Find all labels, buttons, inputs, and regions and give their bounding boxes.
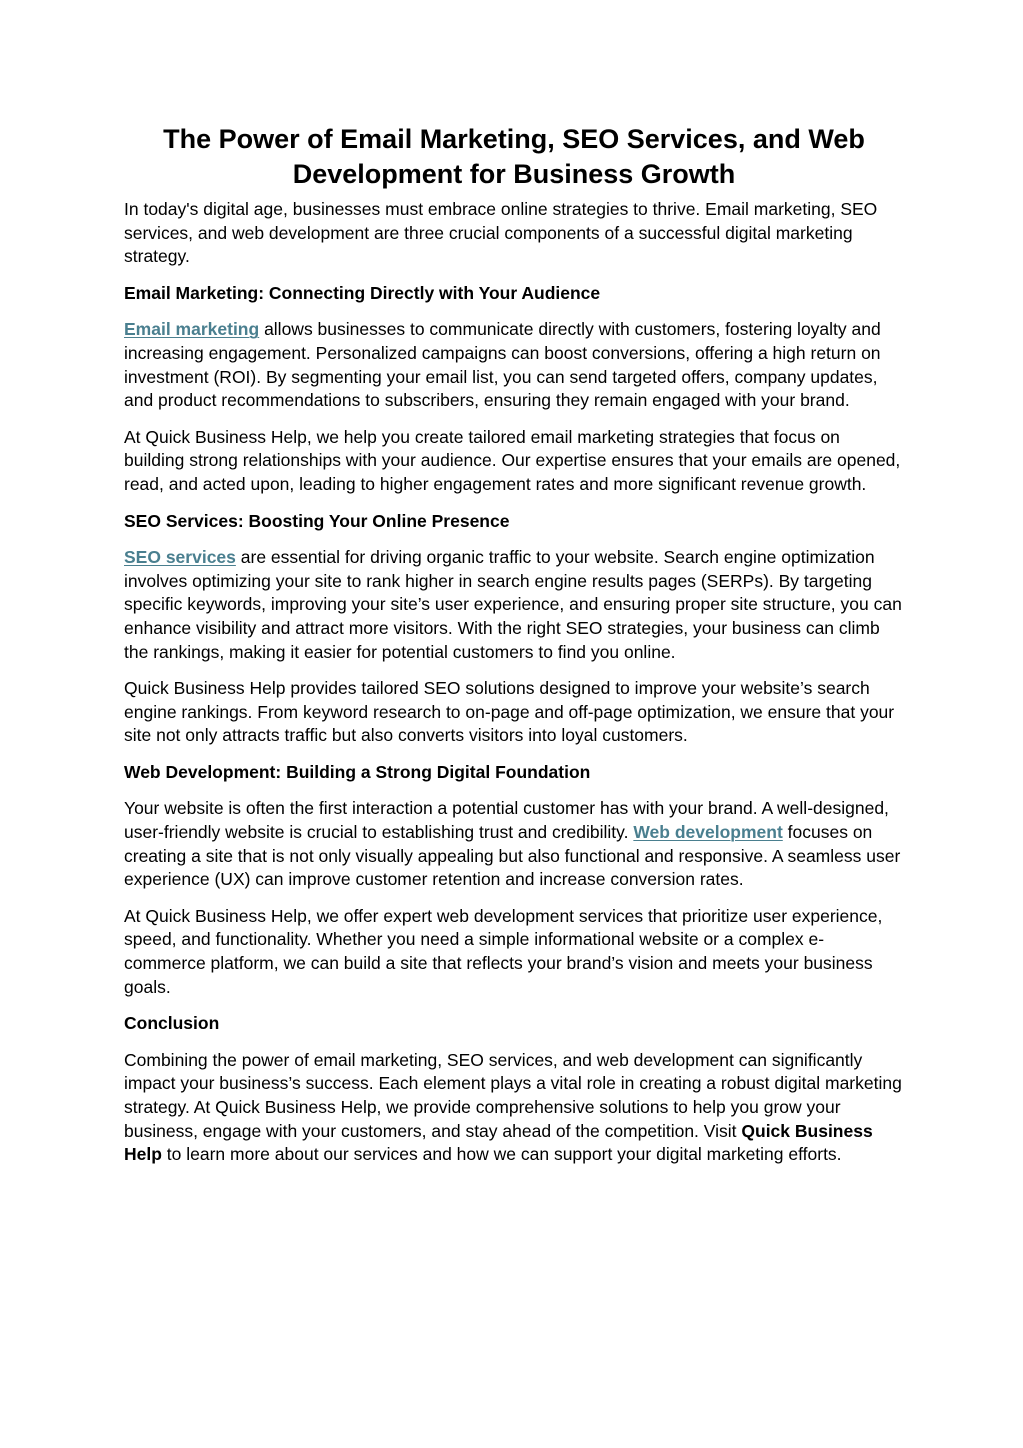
email-marketing-paragraph-1-text: allows businesses to communicate directly with customers, fostering loyalty and increasing engagement. Personalized campaigns can boost conversions, offering a high return on investment (ROI). By segmenting your email list, you can send targeted offers, company updates, and product recommendations to subscribers, ensuring they remain engaged with your brand.: [124, 319, 881, 411]
seo-services-link[interactable]: SEO services: [124, 547, 236, 568]
web-development-link[interactable]: Web development: [633, 822, 783, 843]
seo-services-paragraph-1: [124, 546, 904, 664]
web-development-paragraph-1-text: focuses on creating a site that is not only visually appealing but also functional and responsive. A seamless user experience (UX) can improve customer retention and increase conversion rates.: [124, 822, 901, 890]
document-page: [124, 122, 904, 1180]
seo-services-paragraph-2: Quick Business Help provides tailored SEO solutions designed to improve your website’s search engine rankings. From keyword research to on-page and off-page optimization, we ensure that your site not only attracts traffic but also converts visitors into loyal customers.: [124, 678, 895, 746]
email-marketing-paragraph-1: [124, 318, 904, 412]
conclusion-paragraph: [124, 1049, 904, 1167]
conclusion-paragraph-start: Combining the power of email marketing, SEO services, and web development can significantly impact your business’s success. Each element plays a vital role in creating a robust digital marketing strategy. At Quick Business Help, we provide comprehensive solutions to help you grow your business, engage with your customers, and stay ahead of the competition. Visit: [124, 1049, 902, 1141]
seo-services-heading: SEO Services: Boosting Your Online Presence: [124, 510, 510, 531]
intro-paragraph: In today's digital age, businesses must embrace online strategies to thrive. Email marketing, SEO services, and web development are three crucial components of a successful digital marketing strategy.: [124, 199, 878, 267]
email-marketing-link[interactable]: Email marketing: [124, 319, 260, 340]
web-development-paragraph-2: At Quick Business Help, we offer expert web development services that prioritize user experience, speed, and functionality. Whether you need a simple informational website or a complex e-commerce platform, we can build a site that reflects your brand’s vision and meets your business goals.: [124, 905, 883, 997]
web-development-heading: Web Development: Building a Strong Digital Foundation: [124, 761, 591, 782]
page-title: The Power of Email Marketing, SEO Services, and Web Development for Business Growth: [163, 124, 865, 189]
email-marketing-paragraph-2: At Quick Business Help, we help you create tailored email marketing strategies that focus on building strong relationships with your audience. Our expertise ensures that your emails are opened, read, and acted upon, leading to higher engagement rates and more significant revenue growth.: [124, 426, 901, 494]
conclusion-paragraph-end: to learn more about our services and how we can support your digital marketing efforts.: [161, 1144, 842, 1165]
conclusion-heading: Conclusion: [124, 1013, 220, 1034]
web-development-paragraph-1: [124, 797, 904, 891]
email-marketing-heading: Email Marketing: Connecting Directly with Your Audience: [124, 282, 601, 303]
seo-services-paragraph-1-text: are essential for driving organic traffic to your website. Search engine optimization involves optimizing your site to rank higher in search engine results pages (SERPs). By targeting specific keywords, improving your site’s user experience, and ensuring proper site structure, you can enhance visibility and attract more visitors. With the right SEO strategies, your business can climb the rankings, making it easier for potential customers to find you online.: [124, 547, 902, 662]
quick-business-help-brand: Quick Business Help: [124, 1120, 873, 1165]
web-development-paragraph-1-start: Your website is often the first interaction a potential customer has with your brand. A well-designed, user-friendly website is crucial to establishing trust and credibility.: [124, 798, 889, 843]
